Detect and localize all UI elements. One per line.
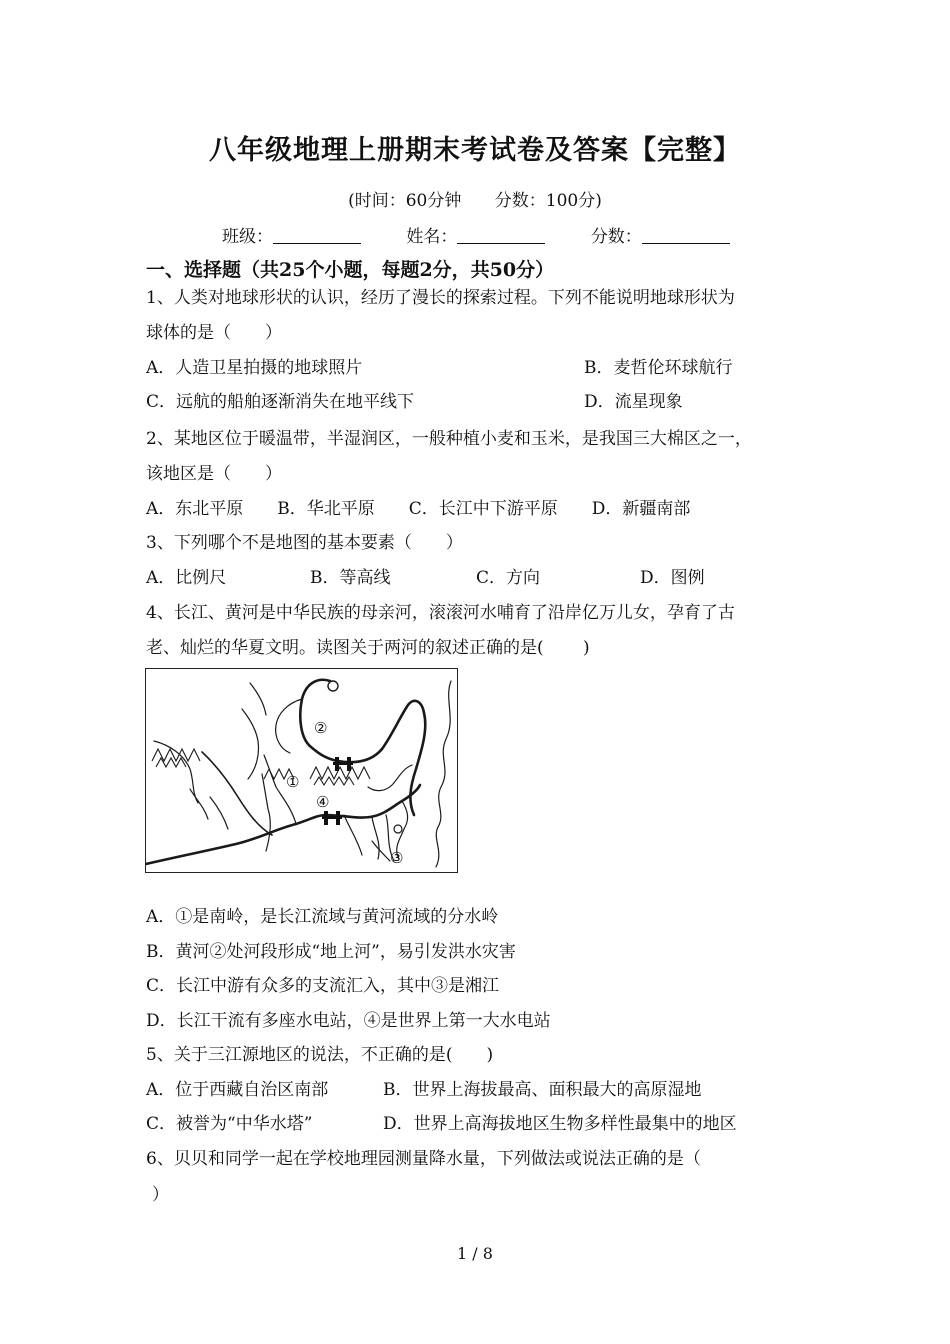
question-2-option-b: B．华北平原 [277,499,375,519]
class-label: 班级： [222,227,273,247]
question-5-option-a: A．位于西藏自治区南部 [146,1080,329,1100]
section-heading: 一、选择题（共25个小题，每题2分，共50分） [146,259,555,281]
name-blank[interactable] [457,227,545,244]
map-label-2: ② [314,719,328,737]
question-5-option-b: B．世界上海拔最高、面积最大的高原湿地 [383,1080,702,1100]
question-1-option-b: B．麦哲伦环球航行 [584,358,733,378]
question-1-stem-1: 1、人类对地球形状的认识，经历了漫长的探索过程。下列不能说明地球形状为 [146,288,735,308]
question-4-option-d: D．长江干流有多座水电站，④是世界上第一大水电站 [146,1011,551,1031]
question-2-options [146,494,690,519]
question-5-option-c: C．被誉为“中华水塔” [146,1114,313,1134]
student-fields [222,222,730,247]
question-2-stem-2: 该地区是（ ） [146,464,282,484]
question-4-option-b: B．黄河②处河段形成“地上河”，易引发洪水灾害 [146,942,516,962]
map-label-1: ① [286,773,300,791]
question-6-stem-2: ） [152,1185,169,1205]
question-3-options [146,563,705,588]
question-4-option-c: C．长江中游有众多的支流汇入，其中③是湘江 [146,976,500,996]
question-3-option-c: C．方向 [476,568,541,588]
question-3-option-a: A．比例尺 [146,568,227,588]
page-title: 八年级地理上册期末考试卷及答案【完整】 [209,135,741,166]
page-number: 1 / 8 [457,1244,493,1263]
question-5-options-ab [146,1075,702,1100]
question-4-stem-1: 4、长江、黄河是中华民族的母亲河，滚滚河水哺育了沿岸亿万儿女，孕育了古 [146,603,735,623]
exam-total-score: 分数：100分) [494,191,602,211]
question-3-option-b: B．等高线 [310,568,391,588]
question-1-option-a: A．人造卫星拍摄的地球照片 [146,358,363,378]
question-2-stem-1: 2、某地区位于暖温带，半湿润区，一般种植小麦和玉米，是我国三大棉区之一， [146,429,752,449]
question-4-stem-2: 老、灿烂的华夏文明。读图关于两河的叙述正确的是( ) [146,638,590,658]
question-4-option-a: A．①是南岭，是长江流域与黄河流域的分水岭 [146,907,499,927]
question-5-options-cd [146,1109,737,1134]
question-5-stem: 5、关于三江源地区的说法，不正确的是( ) [146,1045,494,1065]
question-1-option-c: C．远航的船舶逐渐消失在地平线下 [146,392,415,412]
question-1-option-d: D．流星现象 [584,392,683,412]
name-label: 姓名： [406,227,458,247]
question-2-option-c: C．长江中下游平原 [408,499,558,519]
map-label-4: ④ [316,793,330,811]
question-1-stem-2: 球体的是（ ） [146,323,282,343]
score-blank[interactable] [642,227,730,244]
exam-meta [0,186,950,211]
question-3-option-d: D．图例 [640,568,705,588]
question-2-option-a: A．东北平原 [146,499,244,519]
question-2-option-d: D．新疆南部 [591,499,691,519]
rivers-map-figure [145,668,458,873]
rivers-map [146,669,458,873]
exam-time: (时间：60分钟 [348,191,462,211]
class-blank[interactable] [273,227,361,244]
score-label: 分数： [590,227,642,247]
question-3-stem: 3、下列哪个不是地图的基本要素（ ） [146,533,463,553]
question-6-stem-1: 6、贝贝和同学一起在学校地理园测量降水量，下列做法或说法正确的是（ [146,1149,701,1169]
question-5-option-d: D．世界上高海拔地区生物多样性最集中的地区 [383,1114,737,1134]
map-label-3: ③ [390,849,404,867]
